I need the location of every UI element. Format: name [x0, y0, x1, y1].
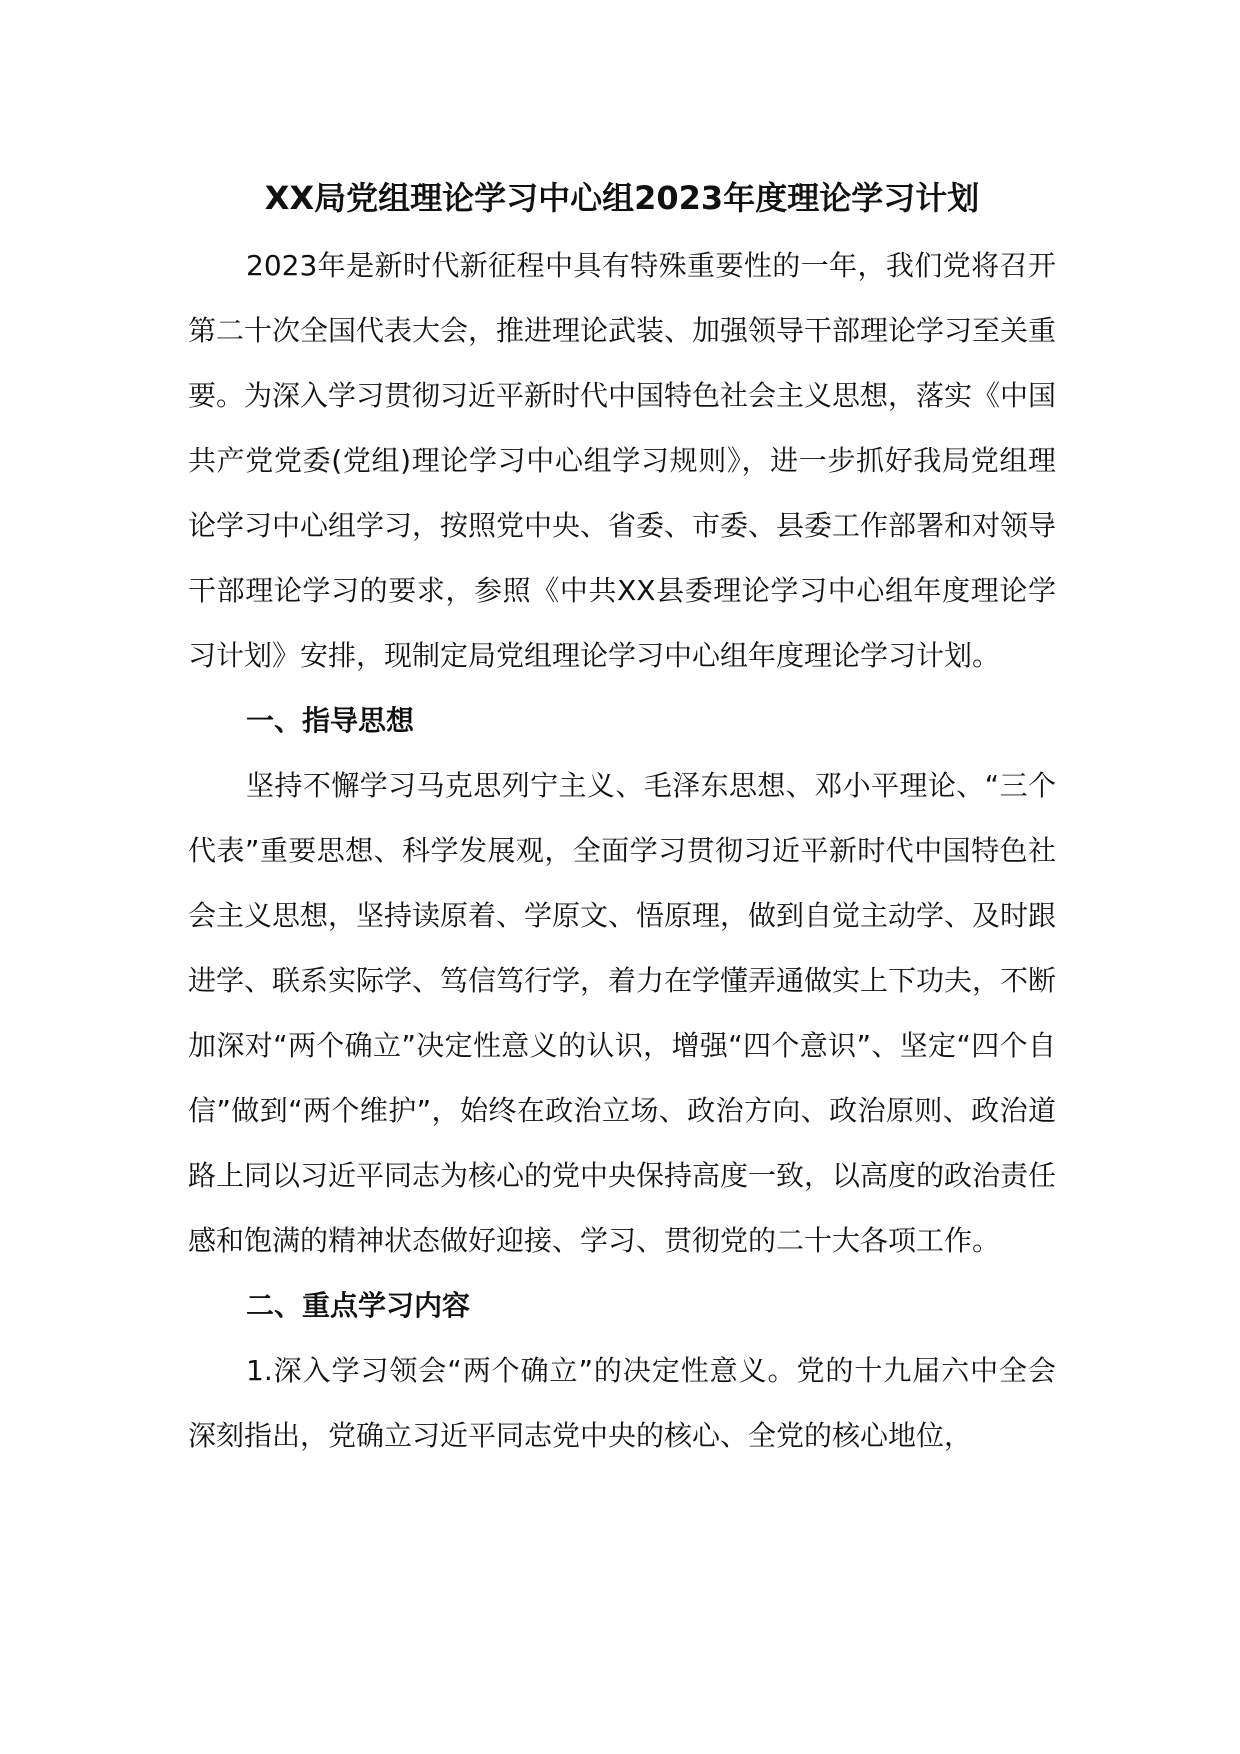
section-body-guiding-ideology: 坚持不懈学习马克思列宁主义、毛泽东思想、邓小平理论、“三个代表”重要思想、科学发展观，全面学习贯彻习近平新时代中国特色社会主义思想，坚持读原着、学原文、悟原理，做到自觉主动学、及时跟进学、联系实际学、笃信笃行学，着力在学懂弄通做实上下功夫，不断加深对“两个确立”决定性意义的认识，增强“四个意识”、坚定“四个自信”做到“两个维护”，始终在政治立场、政治方向、政治原则、政治道路上同以习近平同志为核心的党中央保持高度一致，以高度的政治责任感和饱满的精神状态做好迎接、学习、贯彻党的二十大各项工作。 — [188, 769, 1057, 1257]
document-page — [188, 175, 1056, 1468]
section-heading-key-content: 二、重点学习内容 — [246, 1289, 471, 1322]
section-body-key-content-item-1: 1.深入学习领会“两个确立”的决定性意义。党的十九届六中全会深刻指出，党确立习近平同志党中央的核心、全党的核心地位， — [188, 1354, 1056, 1452]
section-heading-guiding-ideology: 一、指导思想 — [246, 704, 415, 737]
document-title: XX局党组理论学习中心组2023年度理论学习计划 — [264, 179, 980, 217]
intro-paragraph: 2023年是新时代新征程中具有特殊重要性的一年，我们党将召开第二十次全国代表大会，推进理论武装、加强领导干部理论学习至关重要。为深入学习贯彻习近平新时代中国特色社会主义思想，落实《中国共产党党委(党组)理论学习中心组学习规则》，进一步抓好我局党组理论学习中心组学习，按照党中央、省委、市委、县委工作部署和对领导干部理论学习的要求，参照《中共XX县委理论学习中心组年度理论学习计划》安排，现制定局党组理论学习中心组年度理论学习计划。 — [188, 249, 1057, 672]
